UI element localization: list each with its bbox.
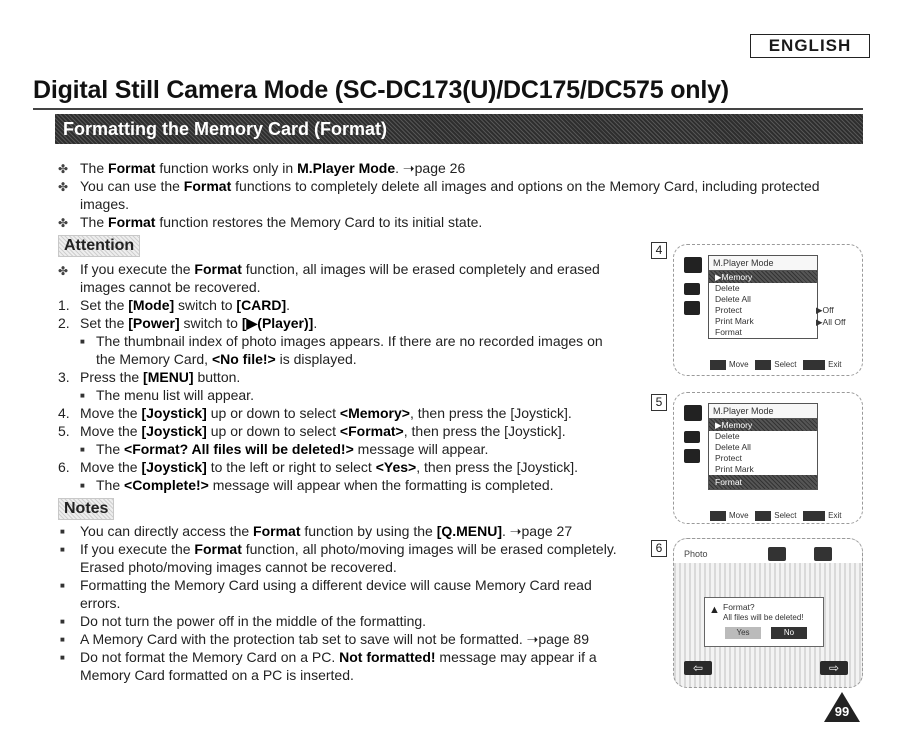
bullet-icon: ✤ <box>58 264 69 278</box>
step-number-5: 5 <box>651 394 667 411</box>
card-icon <box>684 431 700 443</box>
menu-item-format[interactable]: Format <box>715 327 742 337</box>
sub-bullet-icon: ■ <box>80 391 85 400</box>
attention-line: images cannot be recovered. <box>80 279 261 295</box>
step-detail: The <Complete!> message will appear when the formatting is completed. <box>96 477 554 493</box>
step-detail: the Memory Card, <No file!> is displayed. <box>96 351 357 367</box>
note-line: If you execute the Format function, all photo/moving images will be erased completely. <box>80 541 617 557</box>
sub-bullet-icon: ■ <box>80 337 85 346</box>
notes-label: Notes <box>58 498 114 520</box>
note-line: Erased photo/moving images cannot be recovered. <box>80 559 397 575</box>
menu-list <box>708 271 818 339</box>
no-button[interactable]: No <box>771 627 807 639</box>
sub-bullet-icon: ■ <box>60 581 65 590</box>
menu-item-delete[interactable]: Delete <box>715 283 740 293</box>
yes-button[interactable]: Yes <box>725 627 761 639</box>
joystick-icon <box>710 511 726 521</box>
protect-value: ▶Off <box>816 305 834 315</box>
menu-item-print-mark[interactable]: Print Mark <box>715 464 754 474</box>
intro-line: The Format function restores the Memory Card to its initial state. <box>80 214 483 230</box>
print-mark-value: ▶All Off <box>816 317 846 327</box>
intro-line: The Format function works only in M.Player Mode. ➝page 26 <box>80 160 466 176</box>
settings-icon <box>684 301 700 315</box>
language-label: ENGLISH <box>750 34 870 58</box>
sub-bullet-icon: ■ <box>60 653 65 662</box>
menu-screen-step4 <box>673 244 863 376</box>
section-title: Formatting the Memory Card (Format) <box>63 119 388 139</box>
step-number-4: 4 <box>651 242 667 259</box>
card-status-icon <box>768 547 786 561</box>
menu-button-icon <box>803 511 825 521</box>
sub-bullet-icon: ■ <box>80 445 85 454</box>
page-title: Digital Still Camera Mode (SC-DC173(U)/DC175/DC575 only) <box>33 76 729 104</box>
title-rule <box>33 108 863 110</box>
menu-header: M.Player Mode <box>708 255 818 271</box>
menu-item-protect[interactable]: Protect <box>715 453 742 463</box>
menu-list <box>708 419 818 490</box>
menu-panel <box>708 255 818 339</box>
attention-label: Attention <box>58 235 140 257</box>
bullet-icon: ✤ <box>58 162 69 176</box>
right-arrow-icon: ⇨ <box>820 661 848 675</box>
intro-line: You can use the Format functions to completely delete all images and options on the Memory Card, including protected <box>80 178 820 194</box>
note-line: A Memory Card with the protection tab set to save will not be formatted. ➝page 89 <box>80 631 589 647</box>
menu-item-print-mark[interactable]: Print Mark <box>715 316 754 326</box>
menu-item-delete-all[interactable]: Delete All <box>715 294 751 304</box>
format-dialog <box>704 597 824 647</box>
settings-icon <box>684 449 700 463</box>
dialog-title: Format? <box>723 602 755 612</box>
page-number: 99 <box>834 704 850 719</box>
note-line: You can directly access the Format function by using the [Q.MENU]. ➝page 27 <box>80 523 573 539</box>
step-item: 5. Move the [Joystick] up or down to select <Format>, then press the [Joystick]. <box>58 423 566 439</box>
card-icon <box>684 283 700 295</box>
menu-panel <box>708 403 818 490</box>
step-detail: The <Format? All files will be deleted!> message will appear. <box>96 441 489 457</box>
sub-bullet-icon: ■ <box>80 481 85 490</box>
photo-label: Photo <box>684 549 708 559</box>
bullet-icon: ✤ <box>58 180 69 194</box>
menu-footer: Move Select Exit <box>710 360 841 370</box>
attention-line: If you execute the Format function, all images will be erased completely and erased <box>80 261 600 277</box>
note-line: Do not format the Memory Card on a PC. Not formatted! message may appear if a <box>80 649 597 665</box>
menu-item-delete-all[interactable]: Delete All <box>715 442 751 452</box>
step-item: 3. Press the [MENU] button. <box>58 369 241 385</box>
step-detail: The menu list will appear. <box>96 387 254 403</box>
ok-icon <box>755 511 771 521</box>
note-line: Formatting the Memory Card using a different device will cause Memory Card read <box>80 577 592 593</box>
warning-icon: ▲ <box>709 604 720 616</box>
menu-item-protect[interactable]: Protect <box>715 305 742 315</box>
ok-icon <box>755 360 771 370</box>
menu-header: M.Player Mode <box>708 403 818 419</box>
sub-bullet-icon: ■ <box>60 617 65 626</box>
step-number-6: 6 <box>651 540 667 557</box>
step-detail: The thumbnail index of photo images appears. If there are no recorded images on <box>96 333 603 349</box>
left-arrow-icon: ⇦ <box>684 661 712 675</box>
note-line: errors. <box>80 595 121 611</box>
menu-screen-step5 <box>673 392 863 524</box>
dialog-screen-step6 <box>673 538 863 688</box>
menu-button-icon <box>803 360 825 370</box>
step-item: 1. Set the [Mode] switch to [CARD]. <box>58 297 291 313</box>
dialog-message: All files will be deleted! <box>723 613 804 622</box>
menu-item-memory[interactable]: ▶Memory <box>709 419 817 431</box>
menu-item-delete[interactable]: Delete <box>715 431 740 441</box>
bullet-icon: ✤ <box>58 216 69 230</box>
protect-status-icon <box>814 547 832 561</box>
menu-item-memory[interactable]: ▶Memory <box>709 271 817 283</box>
step-item: 6. Move the [Joystick] to the left or right to select <Yes>, then press the [Joystick]. <box>58 459 579 475</box>
intro-line: images. <box>80 196 130 212</box>
camera-icon <box>684 257 702 273</box>
note-line: Do not turn the power off in the middle of the formatting. <box>80 613 427 629</box>
step-item: 2. Set the [Power] switch to [▶(Player)]. <box>58 315 318 331</box>
menu-footer: Move Select Exit <box>710 511 841 521</box>
camera-icon <box>684 405 702 421</box>
step-item: 4. Move the [Joystick] up or down to select <Memory>, then press the [Joystick]. <box>58 405 572 421</box>
joystick-icon <box>710 360 726 370</box>
note-line: Memory Card formatted on a PC is inserted. <box>80 667 354 683</box>
sub-bullet-icon: ■ <box>60 635 65 644</box>
sub-bullet-icon: ■ <box>60 527 65 536</box>
sub-bullet-icon: ■ <box>60 545 65 554</box>
section-banner <box>55 114 863 144</box>
menu-item-format[interactable]: Format <box>709 475 817 489</box>
